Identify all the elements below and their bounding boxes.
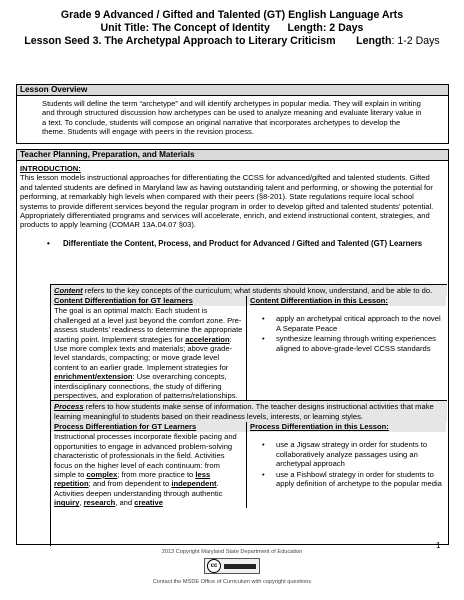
process-gt-heading: Process Differentiation for GT Learners (51, 422, 247, 432)
process-gt-text-part: , (79, 498, 84, 508)
lesson-overview-heading: Lesson Overview (17, 85, 448, 96)
teacher-planning-section (16, 149, 449, 545)
differentiate-bullet-text: Differentiate the Content, Process, and Product for Advanced / Gifted and Talented (GT) Learners (63, 238, 423, 248)
introduction-heading: INTRODUCTION: (20, 164, 81, 173)
process-lesson-heading: Process Differentiation in this Lesson: (247, 422, 446, 432)
acceleration-term: acceleration (185, 334, 230, 344)
lesson-length-value: : 1-2 Days (391, 35, 440, 47)
list-item (262, 334, 443, 353)
process-gt-text-part: , and (115, 498, 135, 508)
gt-differentiation-table (50, 284, 447, 546)
creative-commons-badge (204, 558, 260, 574)
process-term: Process (54, 402, 84, 412)
bullet-icon: • (262, 314, 265, 324)
bullet-icon: • (262, 469, 265, 479)
cc-license-icon: cc (207, 559, 221, 573)
process-gt-text (51, 432, 247, 507)
creative-term: creative (134, 498, 163, 508)
inquiry-term: inquiry (54, 498, 80, 508)
introduction-text: This lesson models instructional approaches for differentiating the CCSS for advanced/gifted and talented students. Gifted and talented students are defined in Maryland law as having outstanding talent and performing, or showing the potential for performing, at remarkably high levels when compared with their peers (§8-201). State regulations require local school systems to provide different services beyond the regular program in order to develop gifted and talented students’ potential. Appropriately differentiated programs and services will accelerate, enrich, and extend instructional content, strategies, and products to apply learning (COMAR 13A.04.07 §03). (20, 173, 434, 230)
lesson-overview-section (16, 84, 449, 144)
list-item (262, 470, 443, 489)
content-body-row (51, 306, 447, 400)
lesson-length-label: Length (356, 35, 392, 47)
enrichment-term: enrichment/extension (54, 372, 133, 382)
content-gt-text-part: : Use overarching concepts, interdisciplinary connections, the study of differing perspectives, and exploration of patterns/relationships. (54, 372, 238, 401)
process-gt-text-part: ; and from dependent to (88, 479, 172, 489)
research-term: research (83, 498, 116, 508)
complex-term: complex (86, 469, 118, 479)
content-lesson-heading: Content Differentiation in this Lesson: (247, 296, 446, 306)
lesson-overview-text: Students will define the term “archetype” and will identify archetypes in popular media. They will explain in writing and through structured discussion how archetypes can be used to analyze meaning and evaluate literary value in a text. To conclude, students will compose an original narrative that incorporates archetypes to develop the theme. Students will engage with peers in the revision process. (42, 99, 422, 137)
bullet-icon: • (262, 334, 265, 344)
process-gt-text-part: Instructional processes incorporate flexible pacing and opportunities to engage in advanced problem-solving characteristic of professionals in the field. Activities focus on the higher level of each continuum: from simple to (54, 432, 237, 479)
copyright-contact: Contact the MSDE Office of Curriculum with copyright questions (152, 579, 312, 585)
list-item (262, 440, 443, 468)
content-definition: refers to the key concepts of the curriculum; what students should know, understand, and be able to do. (82, 286, 433, 295)
content-gt-text (51, 306, 247, 400)
list-item (262, 314, 443, 333)
list-item-text: synthesize learning through writing experiences aligned to above-grade-level CCSS standards (276, 334, 436, 353)
list-item-text: use a Jigsaw strategy in order for students to collaboratively analyze passages using an archetypal approach (276, 440, 428, 469)
grade-title: Grade 9 Advanced / Gifted and Talented (GT) English Language Arts (60, 9, 404, 21)
process-gt-text-part: ; from more practice to (117, 469, 196, 479)
copyright-notice: 2013 Copyright Maryland State Department of Education (161, 549, 303, 555)
process-gt-text-part: . Activities deepen understanding through authentic (54, 479, 223, 498)
content-term: Content (54, 286, 83, 295)
lesson-title-line (0, 35, 464, 48)
bullet-icon: • (47, 238, 50, 248)
content-headings-row (51, 296, 447, 306)
less-repetition-term: less repetition (54, 469, 211, 489)
content-definition-row (51, 285, 447, 296)
lesson-title: Lesson Seed 3. The Archetypal Approach to Literary Criticism (24, 35, 336, 47)
unit-title-line (0, 22, 464, 35)
license-bar-icon (224, 564, 256, 569)
bullet-icon: • (262, 440, 265, 450)
differentiate-bullet (47, 239, 448, 249)
unit-length: Length: 2 Days (287, 22, 364, 34)
process-definition: refers to how students make sense of information. The teacher designs instructional activities that make learning meaningful to students based on their readiness levels, interests, or learning styles. (54, 402, 434, 421)
independent-term: independent (171, 479, 217, 489)
list-item-text: apply an archetypal critical approach to the novel A Separate Peace (276, 314, 441, 333)
list-item-text: use a Fishbowl strategy in order for students to apply definition of archetype to the popular media (276, 469, 442, 488)
process-headings-row (51, 422, 447, 432)
process-lesson-list (247, 432, 446, 507)
content-gt-heading: Content Differentiation for GT learners (51, 296, 247, 306)
process-definition-row (51, 400, 447, 422)
document-header (0, 9, 464, 48)
content-gt-text-part: The goal is an optimal match: Each student is challenged at a level just beyond the comfort zone. Pre-assess students’ readiness to determine the appropriate starting point. Implement strategies for (54, 306, 243, 344)
content-gt-text-part: : Use more complex texts and materials; above grade-level standards, compacting; or move grade level content to an earlier grade. Implement strategies for (54, 334, 233, 372)
page-number: 1 (436, 541, 441, 550)
unit-title: Unit Title: The Concept of Identity (100, 22, 270, 34)
teacher-planning-heading: Teacher Planning, Preparation, and Materials (17, 150, 448, 161)
content-lesson-list (247, 306, 446, 400)
introduction-block (17, 161, 448, 230)
process-body-row (51, 432, 447, 507)
